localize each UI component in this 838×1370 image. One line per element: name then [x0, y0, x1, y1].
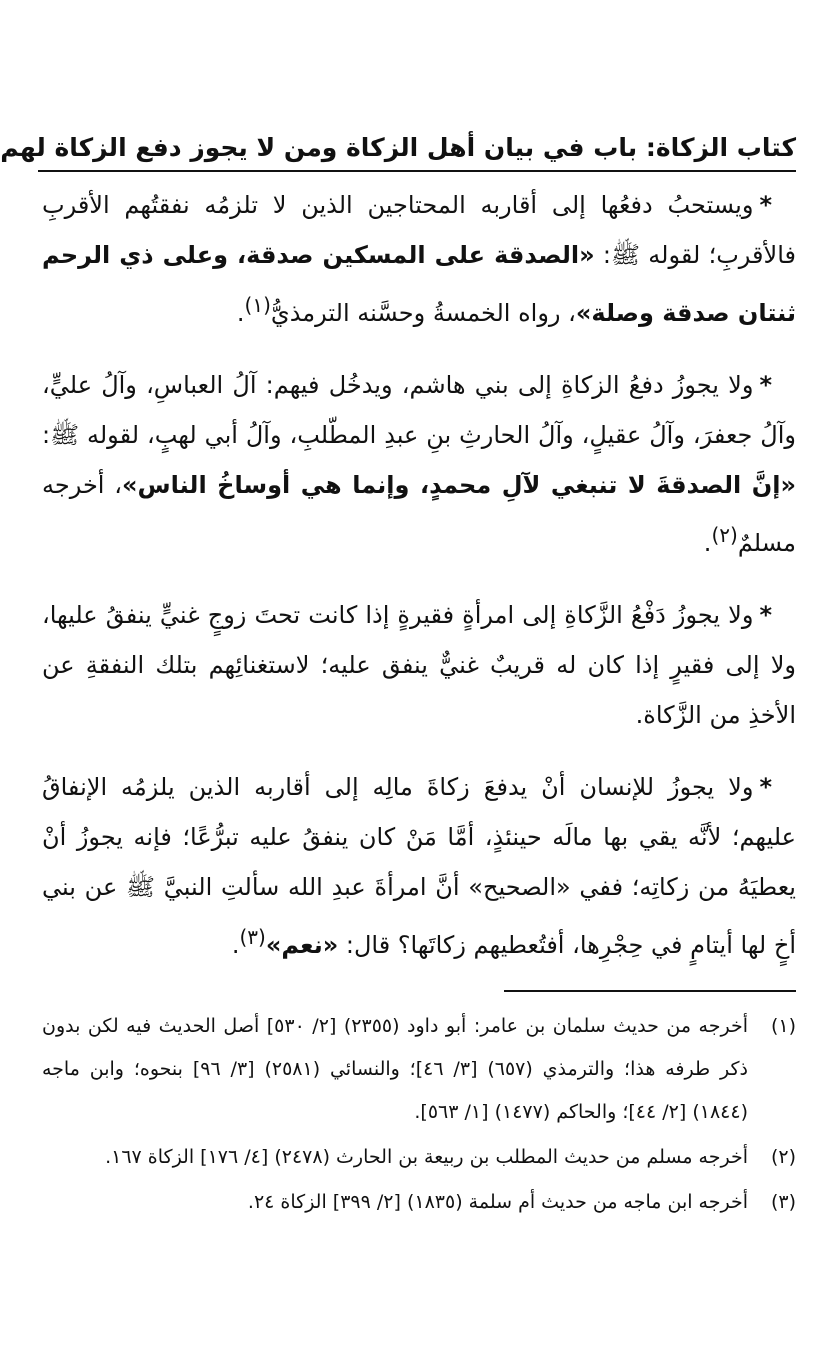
footnote-item — [42, 1005, 796, 1134]
star-marker: * — [759, 371, 772, 399]
paragraph-text: . — [703, 529, 712, 557]
star-marker: * — [759, 601, 772, 629]
footnote-ref[interactable]: (٢) — [711, 523, 738, 547]
footnote-number: (٣) — [770, 1191, 796, 1213]
footnote-text: أخرجه ابن ماجه من حديث أم سلمة (١٨٣٥) [٢/ ٣٩٩] الزكاة ٢٤. — [247, 1191, 748, 1213]
paragraph-text: ولا يجوزُ دفعُ الزكاةِ إلى بني هاشم، ويدخُل فيهم: آلُ العباسِ، وآلُ عليٍّ، وآلُ جعفرَ، وآلُ عقيلٍ، وآلُ الحارثِ بنِ عبدِ المطّلبِ، وآلُ أبي لهبٍ، لقوله ﷺ: — [42, 371, 796, 449]
paragraph-text: ولا يجوزُ دَفْعُ الزَّكاةِ إلى امرأةٍ فقيرةٍ إذا كانت تحتَ زوجٍ غنيٍّ ينفقُ عليها، ولا إلى فقيرٍ إذا كان له قريبٌ غنيٌّ ينفق عليه؛ لاستغنائِهم بتلك النفقةِ عن الأخذِ من الزَّكاة. — [42, 601, 796, 729]
star-marker: * — [759, 191, 772, 219]
footnote-ref[interactable]: (١) — [244, 293, 271, 317]
paragraph-text: ولا يجوزُ للإنسان أنْ يدفعَ زكاةَ مالِه إلى أقاربه الذين يلزمُه الإنفاقُ عليهم؛ لأنَّه يقي بها مالَه حينئذٍ، أمَّا مَنْ كان ينفقُ عليه تبرُّعًا؛ فإنه يجوزُ أنْ يعطيَهُ من زكاتِه؛ ففي «الصحيح» أنَّ امرأةَ عبدِ الله سألتِ النبيَّ ﷺ عن بني أخٍ لها أيتامٍ في حِجْرِها، أفتُعطيهم زكاتَها؟ قال: — [42, 773, 796, 959]
hadith-quote: «إنَّ الصدقةَ لا تنبغي لآلِ محمدٍ، وإنما هي أوساخُ الناس» — [122, 471, 797, 499]
hadith-quote: «نعم» — [265, 931, 339, 959]
paragraph-1 — [42, 180, 796, 338]
paragraph-4 — [42, 762, 796, 970]
paragraph-text: . — [231, 931, 240, 959]
footnote-number: (٢) — [770, 1146, 796, 1168]
paragraph-3 — [42, 590, 796, 740]
footnote-item — [42, 1136, 796, 1179]
page-header — [0, 120, 796, 172]
paragraph-text: ويستحبُ دفعُها إلى أقاربه المحتاجين الذين لا تلزمُه نفقتُهم الأقربِ فالأقربِ؛ لقوله ﷺ: — [42, 191, 796, 269]
footnote-ref[interactable]: (٣) — [239, 925, 266, 949]
paragraph-text: . — [236, 299, 245, 327]
paragraph-2 — [42, 360, 796, 568]
running-title: كتاب الزكاة: باب في بيان أهل الزكاة ومن لا يجوز دفع الزكاة لهم — [0, 133, 796, 162]
paragraph-text: ، أخرجه مسلمٌ — [42, 471, 796, 557]
footnote-divider — [504, 990, 796, 992]
footnotes — [42, 1005, 796, 1226]
footnote-text: أخرجه من حديث سلمان بن عامر: أبو داود (٢٣٥٥) [٢/ ٥٣٠] أصل الحديث فيه لكن بدون ذكر طرفه هذا؛ والترمذي (٦٥٧) [٣/ ٤٦]؛ والنسائي (٢٥٨١) [٣/ ٩٦] بنحوه؛ وابن ماجه (١٨٤٤) [٢/ ٤٤]؛ والحاكم (١٤٧٧) [١/ ٥٦٣]. — [42, 1015, 748, 1123]
hadith-quote: «الصدقة على المسكين صدقة، وعلى ذي الرحم ثنتان صدقة وصلة» — [42, 241, 796, 327]
footnote-number: (١) — [770, 1015, 796, 1037]
paragraph-text: ، رواه الخمسةُ وحسَّنه الترمذيُّ — [270, 299, 576, 327]
star-marker: * — [759, 773, 772, 801]
footnote-item — [42, 1181, 796, 1224]
main-text — [42, 180, 796, 992]
footnote-text: أخرجه مسلم من حديث المطلب بن ربيعة بن الحارث (٢٤٧٨) [٤/ ١٧٦] الزكاة ١٦٧. — [105, 1146, 748, 1168]
